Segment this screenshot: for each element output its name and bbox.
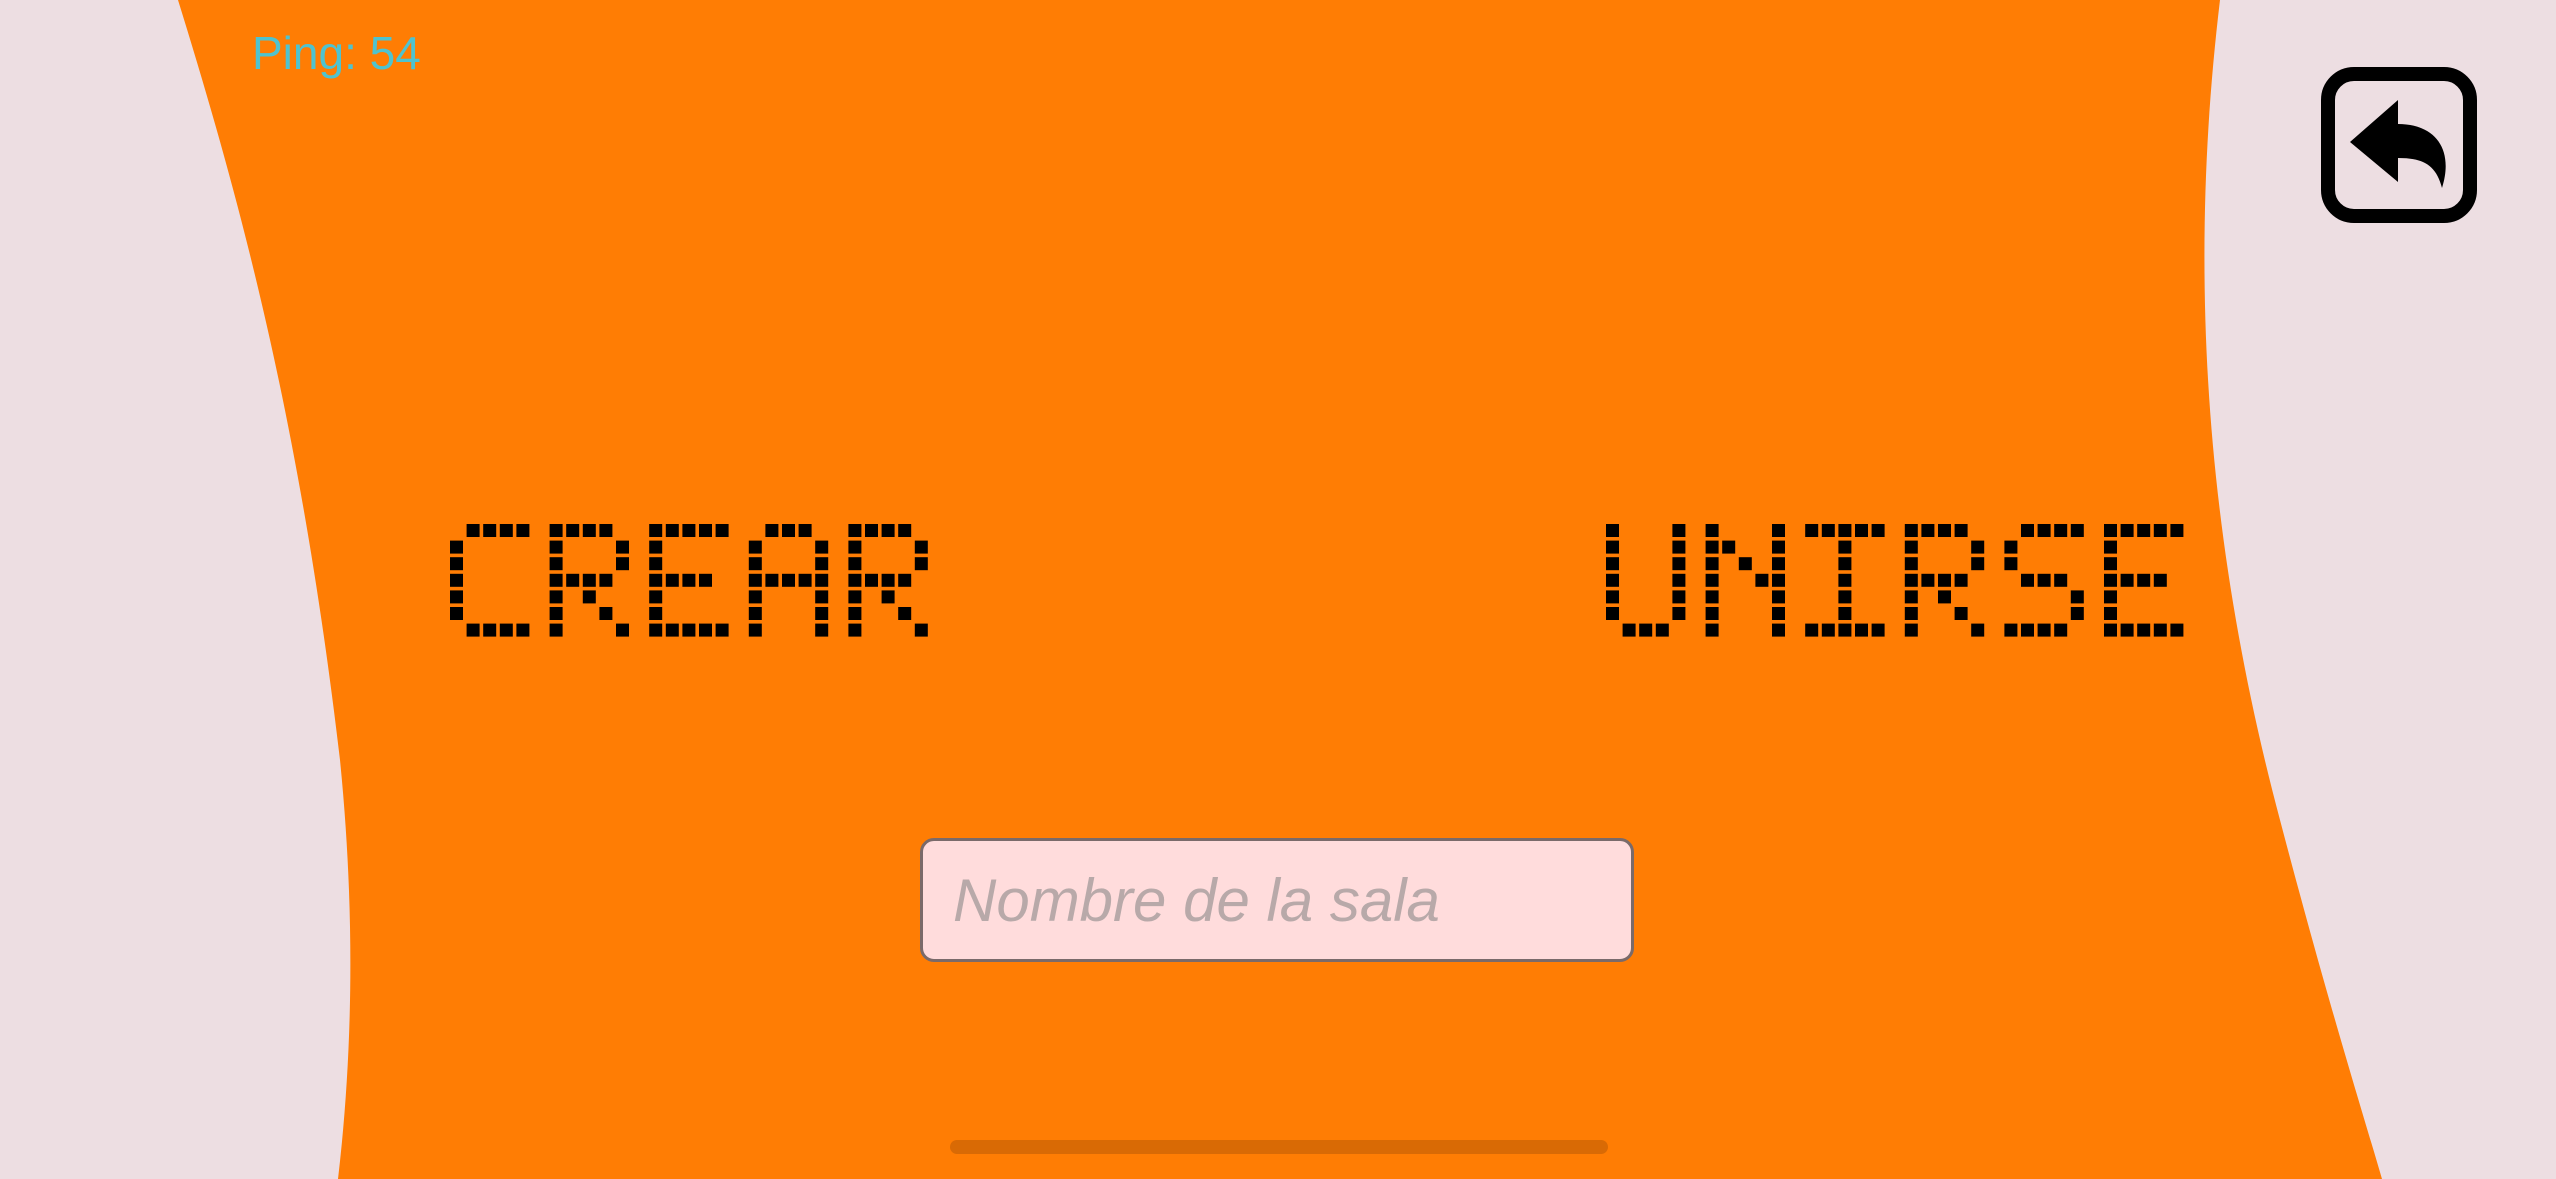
pixel-dot	[1921, 574, 1934, 587]
pixel-dot	[666, 624, 679, 637]
pixel-dot	[749, 607, 762, 620]
pixel-dot	[2004, 624, 2017, 637]
pixel-dot	[1606, 574, 1619, 587]
pixel-dot	[450, 557, 463, 570]
pixel-dot	[2004, 557, 2017, 570]
pixel-dot	[1772, 524, 1785, 537]
pixel-dot	[2071, 607, 2084, 620]
pixel-dot	[2054, 624, 2067, 637]
pixel-dot	[2121, 624, 2134, 637]
pixel-dot	[1822, 524, 1835, 537]
pixel-dot	[1855, 524, 1868, 537]
pixel-dot	[848, 607, 861, 620]
pixel-dot	[2104, 574, 2117, 587]
pixel-dot	[1955, 524, 1968, 537]
pixel-dot	[749, 590, 762, 603]
pixel-dot	[1905, 574, 1918, 587]
pixel-dot	[2170, 624, 2183, 637]
pixel-dot	[815, 607, 828, 620]
pixel-dot	[1772, 557, 1785, 570]
pixel-dot	[1722, 541, 1735, 554]
pixel-dot	[1672, 557, 1685, 570]
pixel-dot	[1905, 541, 1918, 554]
pixel-dot	[550, 624, 563, 637]
pixel-dot	[1971, 557, 1984, 570]
pixel-dot	[799, 574, 812, 587]
pixel-dot	[1706, 607, 1719, 620]
pixel-dot	[898, 574, 911, 587]
pixel-dot	[682, 524, 695, 537]
pixel-dot	[599, 574, 612, 587]
pixel-dot	[467, 624, 480, 637]
create-room-label	[450, 524, 932, 641]
pixel-dot	[566, 524, 579, 537]
pixel-dot	[1838, 574, 1851, 587]
pixel-dot	[483, 524, 496, 537]
pixel-dot	[915, 541, 928, 554]
pixel-dot	[1739, 557, 1752, 570]
pixel-dot	[500, 524, 513, 537]
pixel-dot	[2038, 624, 2051, 637]
pixel-dot	[1955, 607, 1968, 620]
pixel-dot	[1606, 524, 1619, 537]
pixel-dot	[1971, 624, 1984, 637]
pixel-dot	[1838, 557, 1851, 570]
pixel-dot	[1905, 607, 1918, 620]
pixel-dot	[1938, 574, 1951, 587]
pixel-dot	[815, 574, 828, 587]
pixel-dot	[450, 541, 463, 554]
pixel-dot	[2021, 524, 2034, 537]
pixel-dot	[782, 574, 795, 587]
pixel-dot	[1822, 624, 1835, 637]
pixel-dot	[749, 574, 762, 587]
pixel-dot	[2104, 590, 2117, 603]
pixel-dot	[1606, 590, 1619, 603]
pixel-dot	[2137, 524, 2150, 537]
pixel-dot	[1971, 541, 1984, 554]
pixel-dot	[2121, 524, 2134, 537]
pixel-dot	[649, 590, 662, 603]
pixel-dot	[666, 524, 679, 537]
pixel-dot	[616, 557, 629, 570]
pixel-dot	[848, 557, 861, 570]
pixel-dot	[848, 574, 861, 587]
pixel-dot	[2154, 574, 2167, 587]
pixel-dot	[716, 624, 729, 637]
pixel-dot	[1872, 624, 1885, 637]
pixel-dot	[1838, 607, 1851, 620]
pixel-dot	[550, 524, 563, 537]
pixel-dot	[1938, 524, 1951, 537]
pixel-dot	[2004, 541, 2017, 554]
pixel-dot	[1755, 574, 1768, 587]
pixel-dot	[649, 574, 662, 587]
pixel-dot	[2104, 624, 2117, 637]
pixel-dot	[1656, 624, 1669, 637]
pixel-dot	[765, 574, 778, 587]
pixel-dot	[749, 557, 762, 570]
pixel-dot	[1772, 574, 1785, 587]
pixel-dot	[1838, 590, 1851, 603]
pixel-dot	[1706, 590, 1719, 603]
pixel-dot	[2038, 524, 2051, 537]
pixel-dot	[865, 574, 878, 587]
pixel-dot	[815, 541, 828, 554]
pixel-dot	[450, 590, 463, 603]
pixel-dot	[550, 574, 563, 587]
pixel-dot	[500, 624, 513, 637]
pixel-dot	[815, 590, 828, 603]
pixel-dot	[898, 607, 911, 620]
pixel-dot	[666, 574, 679, 587]
pixel-dot	[1672, 590, 1685, 603]
pixel-dot	[2104, 524, 2117, 537]
pixel-dot	[1838, 524, 1851, 537]
pixel-dot	[782, 524, 795, 537]
pixel-dot	[1706, 541, 1719, 554]
pixel-dot	[2121, 574, 2134, 587]
pixel-dot	[649, 524, 662, 537]
pixel-dot	[516, 524, 529, 537]
pixel-dot	[1921, 524, 1934, 537]
pixel-dot	[699, 524, 712, 537]
pixel-dot	[1772, 590, 1785, 603]
pixel-dot	[882, 524, 895, 537]
pixel-dot	[550, 557, 563, 570]
pixel-dot	[749, 541, 762, 554]
pixel-dot	[882, 590, 895, 603]
pixel-dot	[2021, 574, 2034, 587]
pixel-dot	[1772, 624, 1785, 637]
pixel-dot	[550, 607, 563, 620]
pixel-dot	[1672, 607, 1685, 620]
pixel-dot	[1872, 524, 1885, 537]
pixel-dot	[1838, 624, 1851, 637]
pixel-dot	[848, 590, 861, 603]
pixel-dot	[550, 541, 563, 554]
pixel-dot	[2021, 624, 2034, 637]
pixel-dot	[2071, 590, 2084, 603]
pixel-dot	[550, 590, 563, 603]
pixel-dot	[865, 524, 878, 537]
join-room-label	[1606, 524, 2187, 641]
pixel-dot	[1772, 607, 1785, 620]
pixel-dot	[1855, 624, 1868, 637]
pixel-dot	[1606, 541, 1619, 554]
pixel-dot	[2104, 541, 2117, 554]
pixel-dot	[765, 524, 778, 537]
pixel-dot	[2170, 524, 2183, 537]
pixel-dot	[467, 524, 480, 537]
create-room-button[interactable]	[450, 524, 932, 640]
pixel-dot	[1905, 590, 1918, 603]
pixel-dot	[1706, 557, 1719, 570]
pixel-dot	[1905, 624, 1918, 637]
pixel-dot	[616, 624, 629, 637]
pixel-dot	[616, 541, 629, 554]
pixel-dot	[1639, 624, 1652, 637]
pixel-dot	[699, 574, 712, 587]
pixel-dot	[583, 524, 596, 537]
pixel-dot	[450, 574, 463, 587]
pixel-dot	[915, 557, 928, 570]
pixel-dot	[2137, 574, 2150, 587]
pixel-dot	[848, 624, 861, 637]
pixel-dot	[799, 524, 812, 537]
pixel-dot	[1905, 557, 1918, 570]
pixel-dot	[915, 624, 928, 637]
pixel-dot	[1772, 541, 1785, 554]
pixel-dot	[2071, 524, 2084, 537]
pixel-dot	[1606, 557, 1619, 570]
pixel-dot	[649, 624, 662, 637]
pixel-dot	[649, 541, 662, 554]
home-indicator	[950, 1140, 1608, 1154]
pixel-dot	[2038, 574, 2051, 587]
pixel-dot	[450, 607, 463, 620]
pixel-dot	[1955, 574, 1968, 587]
pixel-dot	[1672, 524, 1685, 537]
pixel-dot	[815, 624, 828, 637]
pixel-dot	[2137, 624, 2150, 637]
pixel-dot	[516, 624, 529, 637]
pixel-dot	[815, 557, 828, 570]
pixel-dot	[848, 541, 861, 554]
pixel-dot	[566, 574, 579, 587]
pixel-dot	[1805, 524, 1818, 537]
pixel-dot	[2104, 607, 2117, 620]
pixel-dot	[2104, 557, 2117, 570]
back-button[interactable]	[2318, 64, 2480, 226]
pixel-dot	[1938, 590, 1951, 603]
undo-arrow-icon	[2318, 64, 2480, 226]
pixel-dot	[1623, 624, 1636, 637]
pixel-dot	[583, 590, 596, 603]
pixel-dot	[749, 624, 762, 637]
pixel-dot	[649, 607, 662, 620]
room-name-input[interactable]	[920, 838, 1634, 962]
pixel-dot	[649, 557, 662, 570]
pixel-dot	[1706, 624, 1719, 637]
pixel-dot	[682, 624, 695, 637]
pixel-dot	[583, 574, 596, 587]
pixel-dot	[882, 574, 895, 587]
pixel-dot	[2054, 524, 2067, 537]
pixel-dot	[2154, 624, 2167, 637]
pixel-dot	[682, 574, 695, 587]
ping-indicator: Ping: 54	[252, 27, 421, 79]
pixel-dot	[2154, 524, 2167, 537]
pixel-dot	[898, 524, 911, 537]
pixel-dot	[848, 524, 861, 537]
pixel-dot	[1805, 624, 1818, 637]
pixel-dot	[1706, 524, 1719, 537]
pixel-dot	[1672, 541, 1685, 554]
pixel-dot	[1672, 574, 1685, 587]
pixel-dot	[1706, 574, 1719, 587]
pixel-dot	[599, 607, 612, 620]
pixel-dot	[599, 524, 612, 537]
pixel-dot	[699, 624, 712, 637]
pixel-dot	[2054, 574, 2067, 587]
pixel-dot	[1838, 541, 1851, 554]
join-room-button[interactable]	[1606, 524, 2187, 640]
pixel-dot	[1905, 524, 1918, 537]
pixel-dot	[1606, 607, 1619, 620]
pixel-dot	[716, 524, 729, 537]
pixel-dot	[483, 624, 496, 637]
